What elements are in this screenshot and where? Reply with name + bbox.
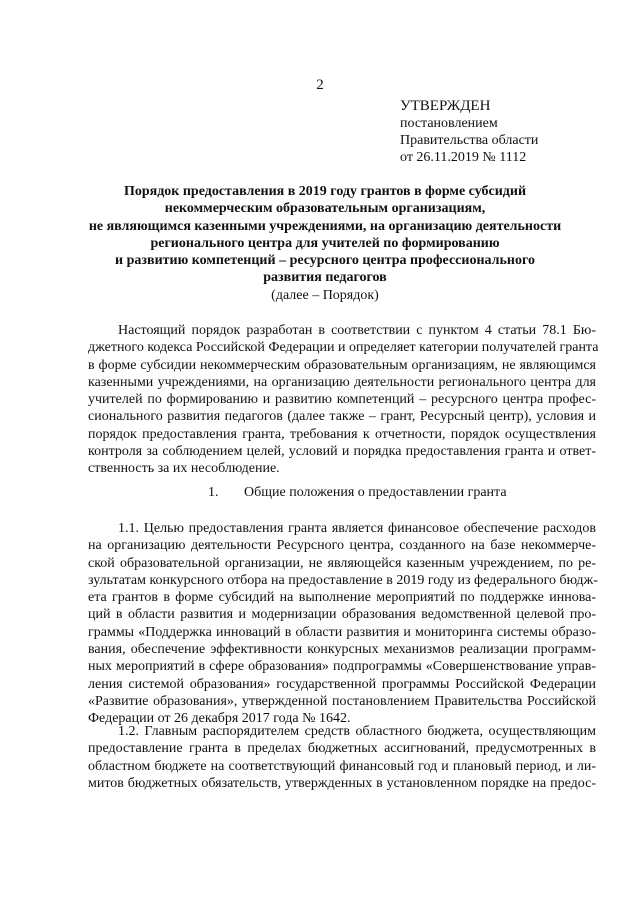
title-line: регионального центра для учителей по формированию <box>150 235 500 251</box>
paragraph-line: казенными учреждениями, на организацию деятельности регионального центра для <box>88 374 596 390</box>
paragraph-line: вания, обеспечение эффективности конкурсных механизмов реализации программ- <box>88 642 596 658</box>
title-line: некоммерческим образовательным организациям, <box>164 201 486 217</box>
paragraph-line: Настоящий порядок разработан в соответствии с пунктом 4 статьи 78.1 Бю- <box>118 323 596 338</box>
approval-stamp <box>400 97 620 166</box>
paragraph-line: учителей по формированию и развитию компетенций – ресурсного центра профес- <box>88 392 596 408</box>
approval-heading: УТВЕРЖДЕН <box>400 98 491 114</box>
paragraph-line: граммы «Поддержка инноваций в области развития и мониторинга системы образо- <box>88 624 596 640</box>
paragraph-1-2 <box>88 723 596 792</box>
page-number: 2 <box>316 77 324 93</box>
paragraph-line: ных мероприятий в сфере образования» подпрограммы «Совершенствование управ- <box>88 659 596 675</box>
document-title <box>60 183 590 304</box>
paragraph-1-1 <box>88 520 596 728</box>
paragraph-line: в форме субсидии некоммерческим образовательным организациям, не являющимся <box>88 357 596 373</box>
title-line: не являющимся казенными учреждениями, на организацию деятельности <box>88 218 562 234</box>
title-line: и развитию компетенций – ресурсного центра профессионального <box>115 253 535 269</box>
paragraph-line: ета грантов в форме субсидий на выполнение мероприятий по поддержке иннова- <box>88 590 596 606</box>
paragraph-line: ственность за их несоблюдение. <box>88 461 280 477</box>
paragraph-line: областном бюджете на соответствующий финансовый год и плановый период, и ли- <box>88 758 596 774</box>
paragraph-line: порядок предоставления гранта, требования к отчетности, порядок осуществления <box>88 426 596 442</box>
paragraph-line: ций в области развития и модернизации образования ведомственной целевой про- <box>88 607 596 623</box>
paragraph-line: на организацию деятельности Ресурсного центра, созданного на базе некоммерче- <box>88 538 596 554</box>
paragraph-line: ской образовательной организации, не являющейся казенным учреждением, по ре- <box>88 555 596 571</box>
paragraph-line: зультатам конкурсного отбора на предоставление в 2019 году из федерального бюдж- <box>88 572 598 588</box>
section-title: Общие положения о предоставлении гранта <box>244 485 507 500</box>
intro-paragraph <box>88 322 599 478</box>
section-number: 1. <box>208 485 219 500</box>
paragraph-line: 1.2. Главным распорядителем средств областного бюджета, осуществляющим <box>118 724 596 739</box>
paragraph-line: предоставление гранта в пределах бюджетных ассигнований, предусмотренных в <box>88 741 596 757</box>
title-abbreviation: (далее – Порядок) <box>271 287 379 303</box>
paragraph-line: ления системой образования» государственной программы Российской Федерации <box>88 676 596 692</box>
paragraph-line: сионального развития педагогов (далее также – грант, Ресурсный центр), условия и <box>88 409 596 425</box>
section-heading <box>208 484 507 501</box>
paragraph-line: контроля за соблюдением целей, условий и порядка предоставления гранта и ответ- <box>88 444 596 460</box>
paragraph-line: митов бюджетных обязательств, утвержденных в установленном порядке на предос- <box>88 775 596 791</box>
approval-line: Правительства области <box>400 133 539 148</box>
approval-line: постановлением <box>400 116 498 131</box>
paragraph-line: 1.1. Целью предоставления гранта является финансовое обеспечение расходов <box>118 521 596 536</box>
title-line: развития педагогов <box>263 270 387 286</box>
paragraph-line: Федерации от 26 декабря 2017 года № 1642. <box>88 711 351 727</box>
title-line: Порядок предоставления в 2019 году грантов в форме субсидий <box>123 184 527 199</box>
paragraph-line: джетного кодекса Российской Федерации и определяет категории получателей гранта <box>88 340 599 356</box>
paragraph-line: «Развитие образования», утвержденной постановлением Правительства Российской <box>88 693 596 709</box>
approval-line: от 26.11.2019 № 1112 <box>400 150 527 165</box>
